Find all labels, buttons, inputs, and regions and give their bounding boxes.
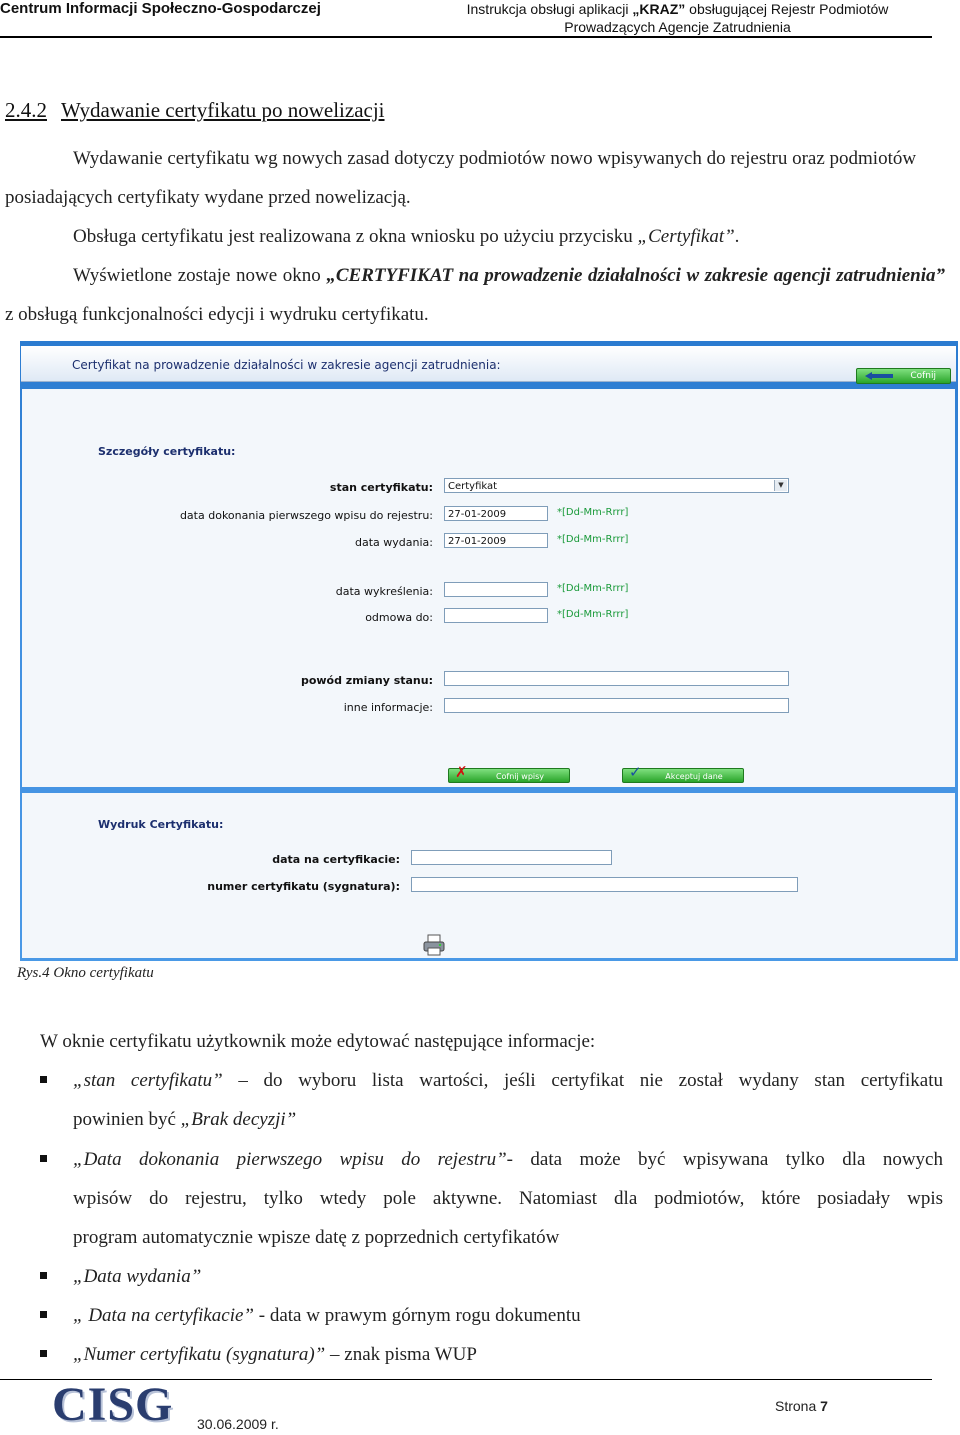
figure-caption: Rys.4 Okno certyfikatu <box>17 965 154 981</box>
bullet-4 <box>40 1311 47 1318</box>
footer-page-number: 7 <box>820 1398 828 1414</box>
list-item-3-line-1 <box>73 1257 943 1296</box>
accept-data-label: Akceptuj dane <box>665 772 723 781</box>
cert-date-label: data na certyfikacie: <box>272 853 400 866</box>
issue-date-input[interactable]: 27-01-2009 <box>444 533 548 548</box>
accept-data-button[interactable] <box>622 763 744 783</box>
header-title-app: „KRAZ” <box>632 1 686 17</box>
certificate-window-screenshot <box>20 341 958 961</box>
issue-date-hint: *[Dd-Mm-Rrrr] <box>557 534 629 545</box>
list-intro: W oknie certyfikatu użytkownik może edytować następujące informacje: <box>40 1031 596 1052</box>
intro-p3-em: „CERTYFIKAT na prowadzenie działalności w zakresie agencji zatrudnienia” <box>326 265 946 286</box>
back-button[interactable] <box>856 368 951 384</box>
intro-paragraph-1: Wydawanie certyfikatu wg nowych zasad dotyczy podmiotów nowo wpisywanych do rejestru oraz podmiotów posiadających certyfikaty wydane przed nowelizacją. <box>5 148 917 208</box>
list-item-3 <box>73 1257 943 1296</box>
back-arrow-icon <box>865 372 893 380</box>
undo-entries-label: Cofnij wpisy <box>495 772 545 781</box>
cert-number-input[interactable] <box>411 877 798 892</box>
intro-p2-pre: Obsługa certyfikatu jest realizowana z okna wniosku po użyciu przycisku <box>73 226 638 247</box>
bullet-1 <box>40 1076 47 1083</box>
refusal-date-input[interactable] <box>444 608 548 623</box>
intro-p2-em: „Certyfikat” <box>637 226 735 247</box>
refusal-date-hint: *[Dd-Mm-Rrrr] <box>557 609 629 620</box>
first-entry-date-input[interactable]: 27-01-2009 <box>444 506 548 521</box>
reason-label: powód zmiany stanu: <box>300 674 433 687</box>
deletion-date-input[interactable] <box>444 582 548 597</box>
header-rule <box>0 36 932 38</box>
header-organization: Centrum Informacji Społeczno-Gospodarczej <box>0 0 321 17</box>
bullet-2 <box>40 1155 47 1162</box>
list-item-4-line-1 <box>73 1296 943 1335</box>
list-item-4-text: - data w prawym górnym rogu dokumentu <box>254 1305 581 1326</box>
undo-entries-button[interactable] <box>448 763 570 783</box>
bullet-3 <box>40 1272 47 1279</box>
section-heading <box>5 97 385 123</box>
cert-date-input[interactable] <box>411 850 612 865</box>
footer-page-label: Strona <box>775 1398 821 1414</box>
header-title-line2: Prowadzących Agencje Zatrudnienia <box>564 19 791 35</box>
other-info-label: inne informacje: <box>343 701 433 714</box>
print-title: Wydruk Certyfikatu: <box>98 818 224 831</box>
cert-number-label: numer certyfikatu (sygnatura): <box>207 880 400 893</box>
list-item-1-text: – do wyboru lista wartości, jeśli certyfikat nie został wydany stan certyfikatu <box>222 1070 943 1091</box>
intro-p3-post: z obsługą funkcjonalności edycji i wydruku certyfikatu. <box>5 304 429 325</box>
list-item-5-text: – znak pisma WUP <box>325 1344 477 1365</box>
list-item-4-em: „ Data na certyfikacie” <box>73 1305 254 1326</box>
deletion-date-label: data wykreślenia: <box>335 585 433 598</box>
intro-p2-post: . <box>734 226 740 247</box>
back-button-label: Cofnij <box>910 371 936 381</box>
list-item-2 <box>73 1140 943 1257</box>
list-item-1-line-1 <box>73 1061 943 1100</box>
first-entry-date-hint: *[Dd-Mm-Rrrr] <box>557 507 629 518</box>
section-title: Wydawanie certyfikatu po nowelizacji <box>61 98 385 122</box>
intro-paragraph-2 <box>5 217 945 256</box>
bullet-5 <box>40 1350 47 1357</box>
list-item-1-em: „stan certyfikatu” <box>73 1070 223 1091</box>
list-item-2-text: - data może być wpisywana tylko dla nowych <box>506 1149 943 1170</box>
chevron-down-icon: ▼ <box>774 480 787 491</box>
details-title: Szczegóły certyfikatu: <box>98 445 236 458</box>
list-item-4 <box>73 1296 943 1335</box>
status-label: stan certyfikatu: <box>329 481 433 494</box>
print-panel <box>22 793 955 958</box>
list-item-2-line-2: wpisów do rejestru, tylko wtedy pole aktywne. Natomiast dla podmiotów, które posiadały wpis <box>73 1188 943 1209</box>
list-item-2-em: „Data dokonania pierwszego wpisu do rejestru” <box>73 1149 507 1170</box>
list-item-1-em2: „Brak decyzji” <box>180 1109 297 1130</box>
intro-text <box>5 139 945 334</box>
list-item-5-line-1 <box>73 1335 943 1374</box>
section-number: 2.4.2 <box>5 98 47 122</box>
refusal-date-label: odmowa do: <box>365 611 433 624</box>
list-item-1-line-2 <box>73 1100 943 1139</box>
header-title-pre: Instrukcja obsługi aplikacji <box>466 1 633 17</box>
list-item-5 <box>73 1335 943 1374</box>
status-value: Certyfikat <box>448 481 498 492</box>
red-x-icon: ✗ <box>455 763 468 781</box>
footer-page <box>775 1397 828 1415</box>
printer-icon[interactable] <box>422 934 446 956</box>
checkmark-icon: ✓ <box>629 763 642 781</box>
list-item-2-line-3: program automatycznie wpisze datę z poprzednich certyfikatów <box>73 1227 560 1248</box>
list-item-2-line-1 <box>73 1140 943 1179</box>
list-item-1 <box>73 1061 943 1139</box>
status-select[interactable] <box>444 478 789 493</box>
list-item-5-em: „Numer certyfikatu (sygnatura)” <box>73 1344 326 1365</box>
window-title: Certyfikat na prowadzenie działalności w zakresie agencji zatrudnienia: <box>72 358 501 372</box>
cisg-logo: CISG <box>52 1378 174 1431</box>
intro-paragraph-3 <box>5 256 945 334</box>
header-document-title <box>420 0 935 36</box>
header-title-post: obsługującej Rejestr Podmiotów <box>685 1 889 17</box>
intro-p3-pre: Wyświetlone zostaje nowe okno <box>73 265 327 286</box>
list-item-3-em: „Data wydania” <box>73 1266 202 1287</box>
details-panel <box>22 389 955 787</box>
reason-input[interactable] <box>444 671 789 686</box>
first-entry-label: data dokonania pierwszego wpisu do rejestru: <box>179 509 433 522</box>
other-info-input[interactable] <box>444 698 789 713</box>
list-item-1-text2: powinien być <box>73 1109 181 1130</box>
footer-date: 30.06.2009 r. <box>197 1416 279 1432</box>
issue-date-label: data wydania: <box>355 536 433 549</box>
deletion-date-hint: *[Dd-Mm-Rrrr] <box>557 583 629 594</box>
